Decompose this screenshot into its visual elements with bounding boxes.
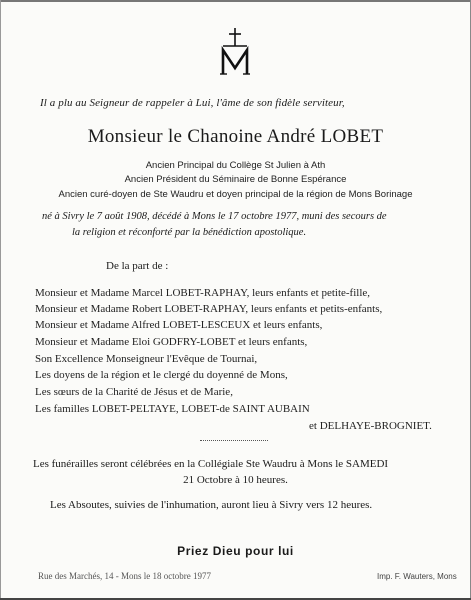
title-line: Ancien curé-doyen de Ste Waudru et doyen principal de la région de Mons Borinage bbox=[58, 189, 413, 200]
family-line: Monsieur et Madame Alfred LOBET-LESCEUX et leurs enfants, bbox=[35, 319, 323, 331]
prayer-line: Priez Dieu pour lui bbox=[177, 544, 294, 558]
page-border-left bbox=[0, 0, 1, 600]
family-line: Monsieur et Madame Robert LOBET-RAPHAY, leurs enfants et petits-enfants, bbox=[35, 303, 383, 315]
auspice-maria-monogram-icon bbox=[218, 26, 252, 78]
birth-death-line: né à Sivry le 7 août 1908, décédé à Mons le 17 octobre 1977, muni des secours de bbox=[42, 211, 387, 222]
title-line: Ancien Principal du Collège St Julien à Ath bbox=[145, 160, 326, 171]
invocation-text: Il a plu au Seigneur de rappeler à Lui, l'âme de son fidèle serviteur, bbox=[40, 97, 345, 109]
funeral-date-line: 21 Octobre à 10 heures. bbox=[183, 474, 288, 486]
funeral-line: Les funérailles seront célébrées en la Collégiale Ste Waudru à Mons le SAMEDI bbox=[33, 458, 389, 470]
family-line: Monsieur et Madame Marcel LOBET-RAPHAY, leurs enfants et petite-fille, bbox=[35, 287, 371, 299]
page-border-top bbox=[0, 0, 471, 2]
family-line: Monsieur et Madame Eloi GODFRY-LOBET et leurs enfants, bbox=[35, 336, 308, 348]
title-line: Ancien Président du Séminaire de Bonne Espérance bbox=[124, 174, 347, 185]
footer-printer: Imp. F. Wauters, Mons bbox=[377, 572, 457, 581]
sacraments-line: la religion et réconforté par la bénédiction apostolique. bbox=[72, 227, 307, 238]
part-du-heading: De la part de : bbox=[106, 260, 169, 272]
family-line: Les sœurs de la Charité de Jésus et de Marie, bbox=[35, 386, 233, 398]
dotted-divider bbox=[200, 440, 268, 441]
family-line: et DELHAYE-BROGNIET. bbox=[309, 420, 432, 432]
family-line: Les familles LOBET-PELTAYE, LOBET-de SAINT AUBAIN bbox=[35, 403, 310, 415]
footer-address: Rue des Marchés, 14 - Mons le 18 octobre 1977 bbox=[38, 571, 211, 581]
deceased-name: Monsieur le Chanoine André LOBET bbox=[87, 126, 384, 147]
family-line: Son Excellence Monseigneur l'Evêque de Tournai, bbox=[35, 353, 258, 365]
family-line: Les doyens de la région et le clergé du doyenné de Mons, bbox=[35, 369, 288, 381]
absoutes-line: Les Absoutes, suivies de l'inhumation, auront lieu à Sivry vers 12 heures. bbox=[50, 499, 373, 511]
